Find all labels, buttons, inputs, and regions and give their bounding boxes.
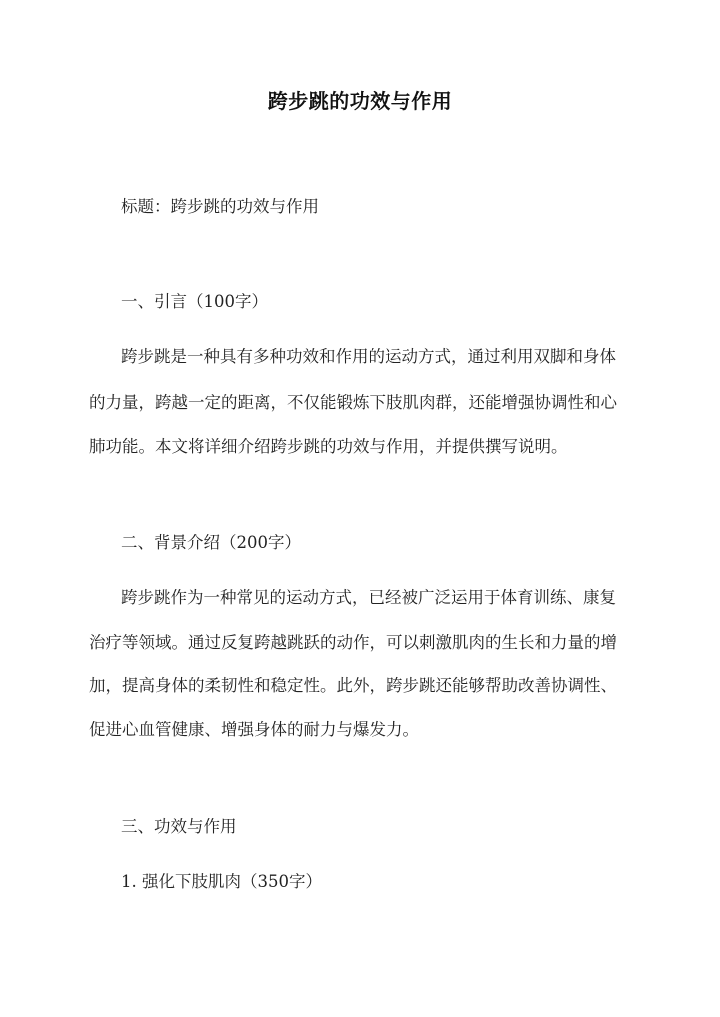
paragraph-line: 的力量，跨越一定的距离，不仅能锻炼下肢肌肉群，还能增强协调性和心 [89, 393, 617, 412]
paragraph-line: 加，提高身体的柔韧性和稳定性。此外，跨步跳还能够帮助改善协调性、 [89, 676, 617, 695]
paragraph-line: 治疗等领域。通过反复跨越跳跃的动作，可以刺激肌肉的生长和力量的增 [89, 633, 617, 652]
section-heading-background: 二、背景介绍（200字） [121, 533, 301, 552]
paragraph-line: 跨步跳是一种具有多种功效和作用的运动方式，通过利用双脚和身体 [121, 347, 616, 366]
paragraph-line: 跨步跳作为一种常见的运动方式，已经被广泛运用于体育训练、康复 [121, 588, 616, 607]
paragraph-line: 促进心血管健康、增强身体的耐力与爆发力。 [89, 720, 419, 739]
document-title: 跨步跳的功效与作用 [267, 89, 453, 113]
section-heading-effects: 三、功效与作用 [121, 817, 237, 836]
paragraph-line: 肺功能。本文将详细介绍跨步跳的功效与作用，并提供撰写说明。 [89, 437, 568, 456]
subtitle-line: 标题：跨步跳的功效与作用 [121, 197, 319, 216]
subsection-heading: 1. 强化下肢肌肉（350字） [121, 872, 322, 891]
section-heading-intro: 一、引言（100字） [121, 292, 268, 311]
